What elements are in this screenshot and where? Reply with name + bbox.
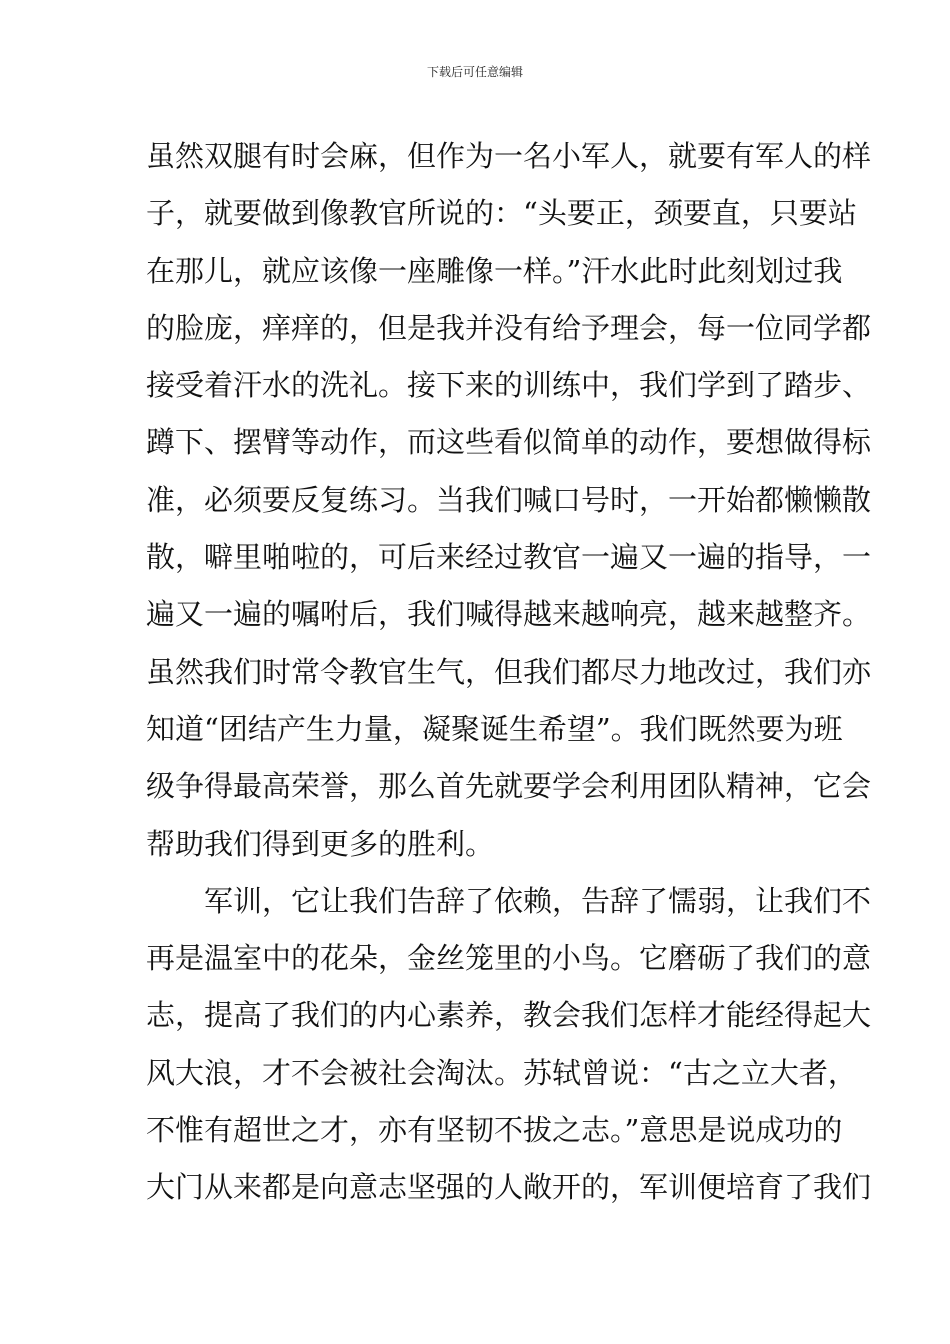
text-line: 风大浪，才不会被社会淘汰。苏轼曾说：“古之立大者， xyxy=(146,1055,857,1090)
text-line: 再是温室中的花朵，金丝笼里的小鸟。它磨砺了我们的意 xyxy=(146,941,872,976)
text-line: 知道“团结产生力量，凝聚诞生希望”。我们既然要为班 xyxy=(146,711,843,746)
text-line: 虽然双腿有时会麻，但作为一名小军人，就要有军人的样 xyxy=(146,139,872,173)
paragraph-start-line: 军训，它让我们告辞了依赖，告辞了懦弱，让我们不 xyxy=(204,883,872,918)
text-line: 接受着汗水的洗礼。接下来的训练中，我们学到了踏步、 xyxy=(146,368,872,403)
text-line: 志，提高了我们的内心素养，教会我们怎样才能经得起大 xyxy=(146,998,872,1033)
text-line: 准，必须要反复练习。当我们喊口号时，一开始都懒懒散 xyxy=(146,482,872,517)
page-header: 下载后可任意编辑 xyxy=(426,65,523,79)
text-line: 级争得最高荣誉，那么首先就要学会利用团队精神，它会 xyxy=(146,769,872,804)
text-line: 的脸庞，痒痒的，但是我并没有给予理会，每一位同学都 xyxy=(146,310,872,345)
text-line: 帮助我们得到更多的胜利。 xyxy=(146,826,495,861)
document-body xyxy=(146,128,872,1217)
text-line: 虽然我们时常令教官生气，但我们都尽力地改过，我们亦 xyxy=(146,654,872,689)
text-line: 子，就要做到像教官所说的：“头要正，颈要直，只要站 xyxy=(146,196,857,231)
text-line: 在那儿，就应该像一座雕像一样。”汗水此时此刻划过我 xyxy=(146,253,843,288)
text-line: 不惟有超世之才，亦有坚韧不拔之志。”意思是说成功的 xyxy=(146,1113,843,1148)
text-line: 大门从来都是向意志坚强的人敞开的，军训便培育了我们 xyxy=(146,1170,872,1205)
text-line: 蹲下、摆臂等动作，而这些看似简单的动作，要想做得标 xyxy=(146,425,872,460)
text-line: 散，噼里啪啦的，可后来经过教官一遍又一遍的指导，一 xyxy=(146,540,872,575)
text-line: 遍又一遍的嘱咐后，我们喊得越来越响亮，越来越整齐。 xyxy=(146,597,872,632)
